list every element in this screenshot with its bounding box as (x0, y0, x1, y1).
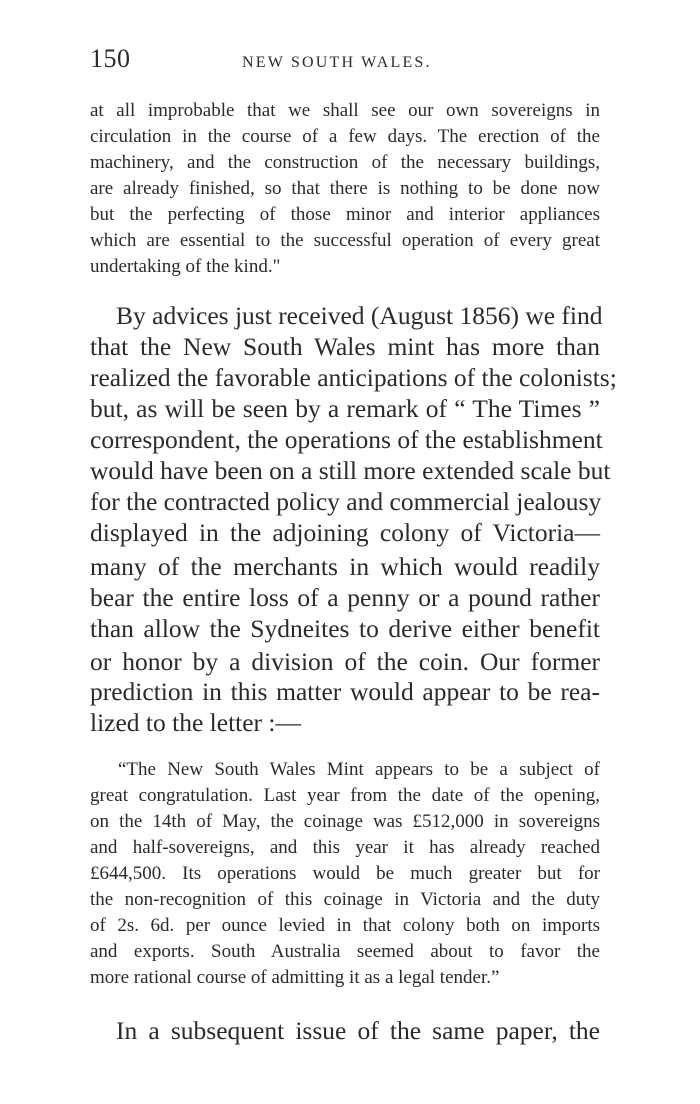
text-line: great congratulation. Last year from the date of the opening, (90, 785, 600, 806)
text-line: “The New South Wales Mint appears to be a subject of (118, 759, 600, 780)
text-line: which are essential to the successful operation of every great (90, 230, 600, 251)
running-title: NEW SOUTH WALES. (242, 54, 432, 71)
text-line: circulation in the course of a few days. The erection of the (90, 126, 600, 147)
text-line: than allow the Sydneites to derive either benefit (90, 614, 600, 643)
text-line: but, as will be seen by a remark of “ The Times ” (90, 394, 600, 423)
text-line: on the 14th of May, the coinage was £512,000 in sovereigns (90, 811, 600, 832)
text-line: machinery, and the construction of the necessary buildings, (90, 152, 600, 173)
text-line: displayed in the adjoining colony of Victoria— (90, 518, 600, 547)
text-line: for the contracted policy and commercial jealousy (90, 487, 602, 516)
text-line: that the New South Wales mint has more than (90, 332, 600, 361)
text-line: or honor by a division of the coin. Our former (90, 647, 600, 676)
text-line: undertaking of the kind." (90, 256, 281, 277)
text-line: are already finished, so that there is nothing to be done now (90, 178, 600, 199)
text-line: more rational course of admitting it as a legal tender.” (90, 967, 500, 988)
text-line: prediction in this matter would appear to be rea- (90, 677, 600, 706)
page-header (90, 44, 602, 80)
text-line: bear the entire loss of a penny or a pound rather (90, 583, 600, 612)
text-line: £644,500. Its operations would be much greater but for (90, 863, 600, 884)
page-number: 150 (90, 44, 131, 73)
text-line: correspondent, the operations of the establishment (90, 425, 603, 454)
text-line: lized to the letter :— (90, 708, 302, 737)
text-line: at all improbable that we shall see our own sovereigns in (90, 100, 600, 121)
text-line: would have been on a still more extended scale but (90, 456, 611, 485)
text-line: of 2s. 6d. per ounce levied in that colony both on imports (90, 915, 600, 936)
text-line: but the perfecting of those minor and interior appliances (90, 204, 600, 225)
text-line: realized the favorable anticipations of the colonists; (90, 363, 617, 392)
text-line: and exports. South Australia seemed about to favor the (90, 941, 600, 962)
text-line: and half-sovereigns, and this year it has already reached (90, 837, 600, 858)
text-line: By advices just received (August 1856) we find (116, 301, 603, 330)
text-line: In a subsequent issue of the same paper, the (116, 1016, 600, 1045)
text-line: many of the merchants in which would readily (90, 552, 600, 581)
text-line: the non-recognition of this coinage in Victoria and the duty (90, 889, 600, 910)
